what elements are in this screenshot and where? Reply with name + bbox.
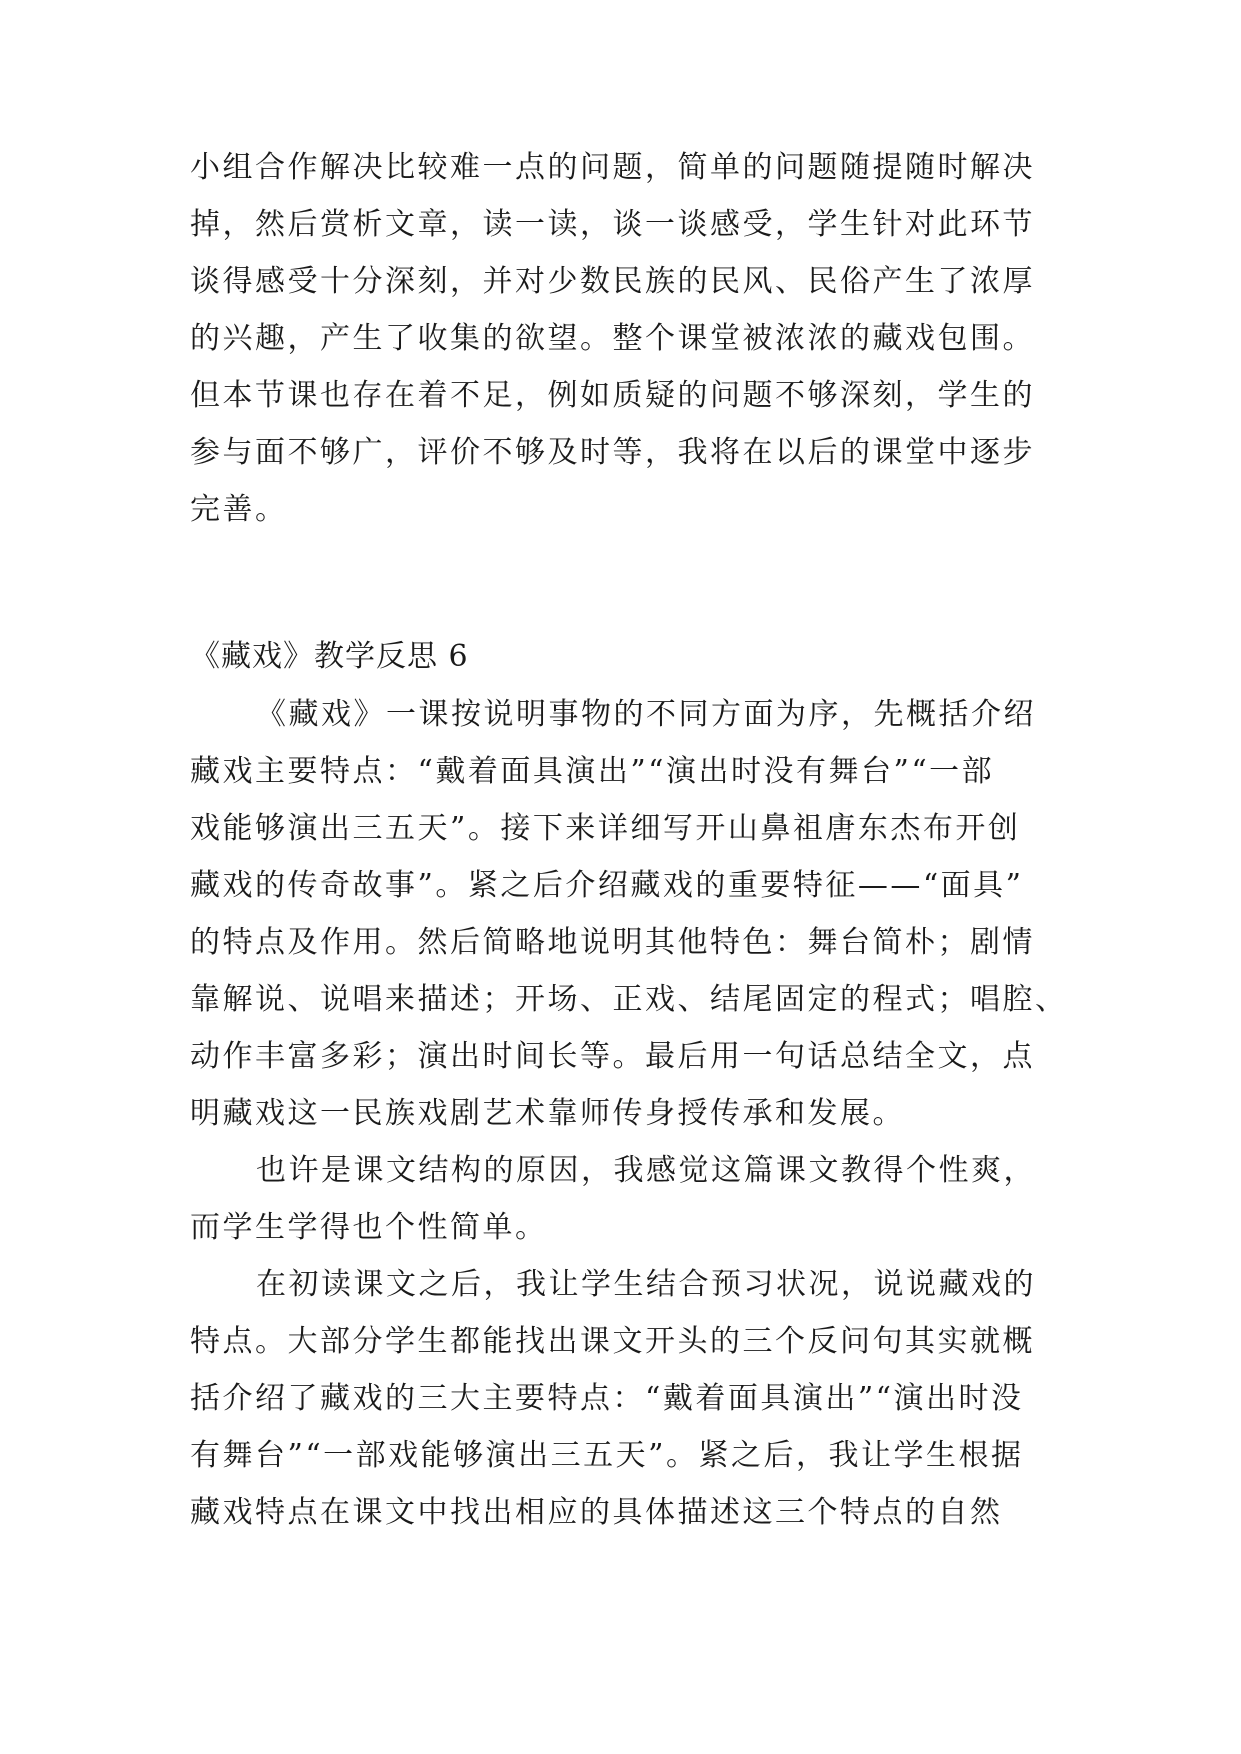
text-line: 的兴趣，产生了收集的欲望。整个课堂被浓浓的藏戏包围。 bbox=[190, 321, 1035, 356]
text-line: 藏戏主要特点：“戴着面具演出”“演出时没有舞台”“一部 bbox=[190, 754, 995, 789]
text-line: 也许是课文结构的原因，我感觉这篇课文教得个性爽， bbox=[256, 1153, 1036, 1188]
text-line: 参与面不够广，评价不够及时等，我将在以后的课堂中逐步 bbox=[190, 435, 1035, 470]
text-line: 明藏戏这一民族戏剧艺术靠师传身授传承和发展。 bbox=[190, 1096, 905, 1131]
section-heading: 《藏戏》教学反思 6 bbox=[190, 639, 469, 674]
text-line: 但本节课也存在着不足，例如质疑的问题不够深刻，学生的 bbox=[190, 378, 1035, 413]
text-line: 完善。 bbox=[190, 492, 288, 527]
text-line: 括介绍了藏戏的三大主要特点：“戴着面具演出”“演出时没 bbox=[190, 1381, 1024, 1416]
paragraph-1 bbox=[190, 686, 1068, 1142]
text-line: 谈得感受十分深刻，并对少数民族的民风、民俗产生了浓厚 bbox=[190, 264, 1035, 299]
text-line: 掉，然后赏析文章，读一读，谈一谈感受，学生针对此环节 bbox=[190, 207, 1035, 242]
text-line: 有舞台”“一部戏能够演出三五天”。紧之后，我让学生根据 bbox=[190, 1438, 1024, 1473]
text-line: 而学生学得也个性简单。 bbox=[190, 1210, 548, 1245]
text-line: 靠解说、说唱来描述；开场、正戏、结尾固定的程式；唱腔、 bbox=[190, 982, 1068, 1017]
text-line: 藏戏特点在课文中找出相应的具体描述这三个特点的自然 bbox=[190, 1495, 1003, 1530]
previous-section-text bbox=[190, 139, 1060, 538]
text-line: 《藏戏》一课按说明事物的不同方面为序，先概括介绍 bbox=[256, 697, 1036, 732]
text-line: 动作丰富多彩；演出时间长等。最后用一句话总结全文，点 bbox=[190, 1039, 1035, 1074]
text-line: 戏能够演出三五天”。接下来详细写开山鼻祖唐东杰布开创 bbox=[190, 811, 1021, 846]
text-line: 的特点及作用。然后简略地说明其他特色：舞台简朴；剧情 bbox=[190, 925, 1035, 960]
paragraph-2 bbox=[190, 1142, 1060, 1256]
text-line: 特点。大部分学生都能找出课文开头的三个反问句其实就概 bbox=[190, 1324, 1035, 1359]
text-line: 小组合作解决比较难一点的问题，简单的问题随提随时解决 bbox=[190, 150, 1035, 185]
text-line: 藏戏的传奇故事”。紧之后介绍藏戏的重要特征——“面具” bbox=[190, 868, 1024, 903]
paragraph-3 bbox=[190, 1256, 1060, 1541]
text-line: 在初读课文之后，我让学生结合预习状况，说说藏戏的 bbox=[256, 1267, 1036, 1302]
